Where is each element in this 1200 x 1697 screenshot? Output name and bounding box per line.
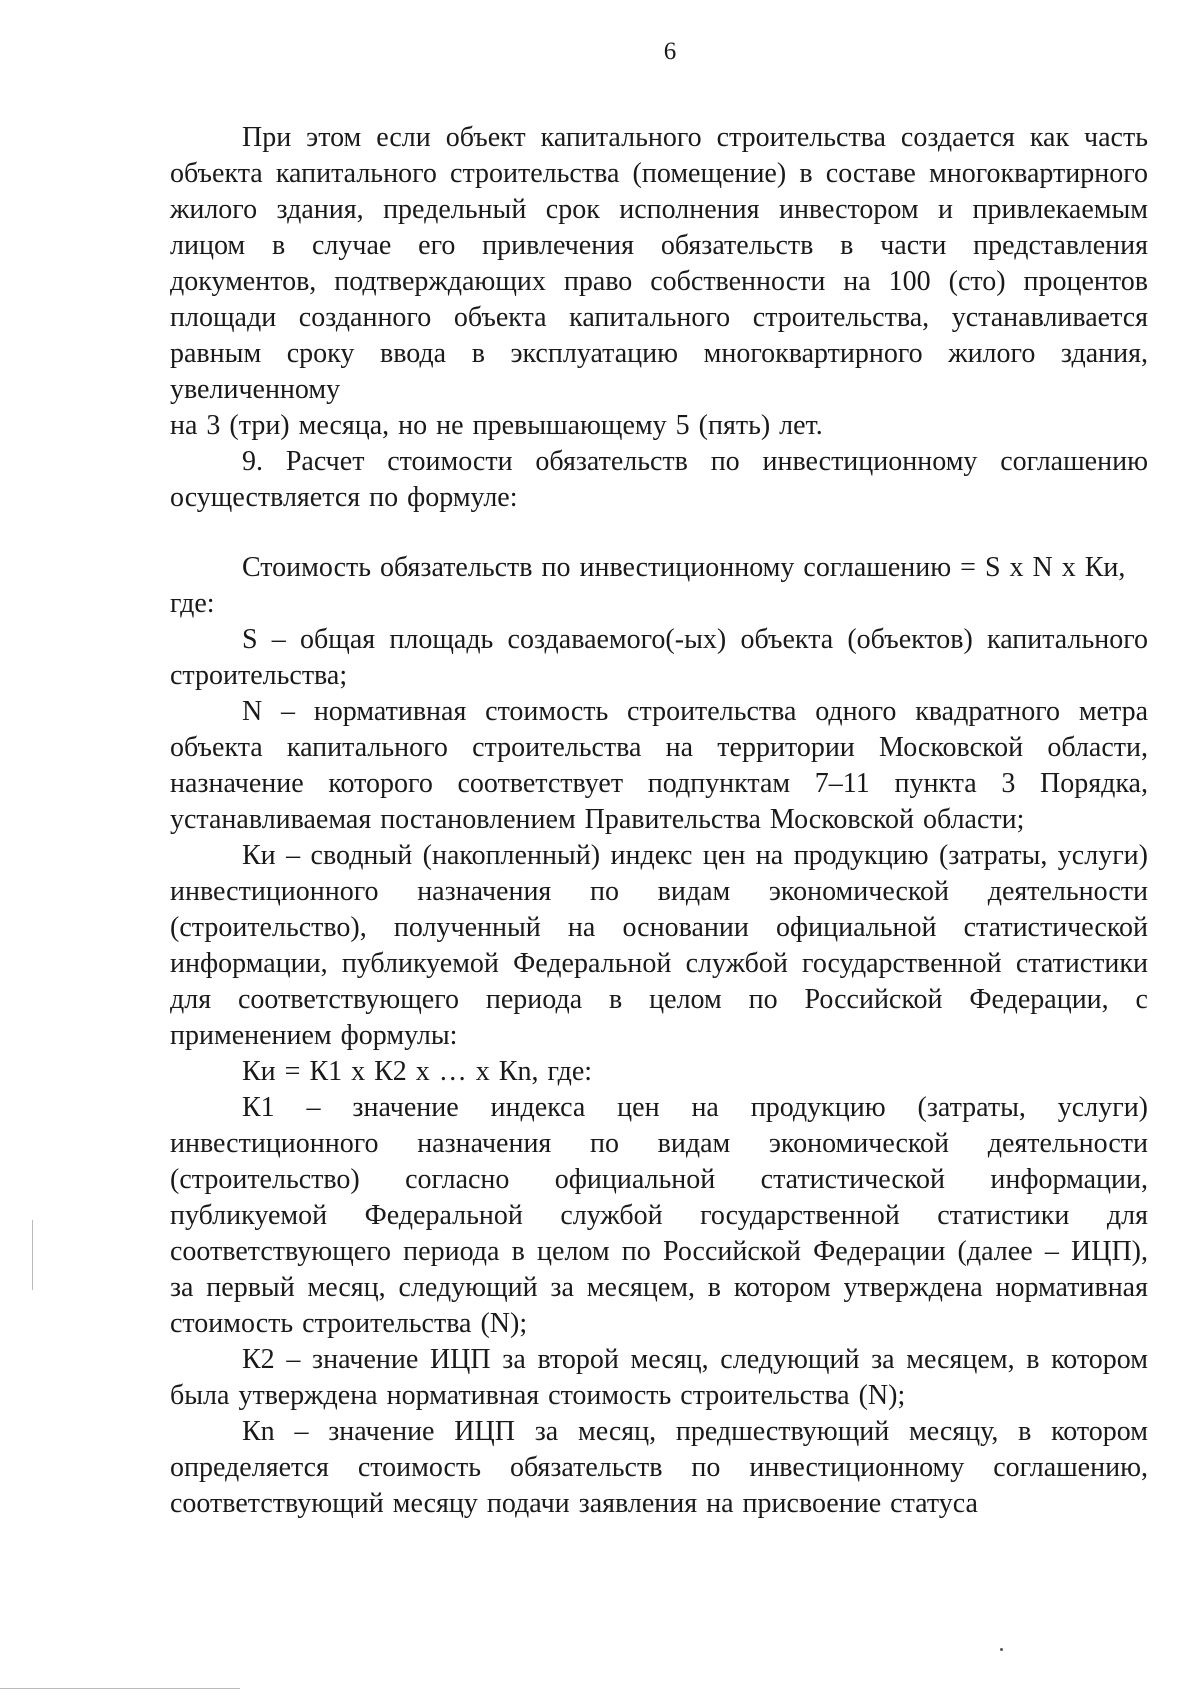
definition-ki: Ки – сводный (накопленный) индекс цен на продукцию (затраты, услуги) инвестиционного назначения по видам экономической деятельности (строительство), полученный на основании официальной статистической информации, публикуемой Федеральной службой государственной статистики для соответствующего периода в целом по Российской Федерации, с применением формулы: [170,840,1148,1051]
definition-kn: Кn – значение ИЦП за месяц, предшествующий месяцу, в котором определяется стоимость обязательств по инвестиционному соглашению, соответствующий месяцу подачи заявления на присвоение статуса [170,1416,1148,1519]
spacer [170,516,1148,550]
paragraph-term-condition: При этом если объект капитального строительства создается как часть объекта капитального строительства (помещение) в составе многоквартирного жилого здания, предельный срок исполнения инвестором и привлекаемым лицом в случае его привлечения обязательств в части представления документов, подтверждающих право собственности на 100 (сто) процентов площади созданного объекта капитального строительства, устанавливается равным сроку ввода в эксплуатацию многоквартирного жилого здания, увеличенному [170,122,1148,405]
paragraph-term-condition-end: на 3 (три) месяца, но не превышающему 5 (пять) лет. [170,410,823,441]
paragraph-item-9: 9. Расчет стоимости обязательств по инвестиционному соглашению осуществляется по формуле: [170,446,1148,513]
scan-artifact-bottom [0,1688,240,1689]
document-body [170,120,1148,1522]
formula-where: где: [170,588,215,619]
definition-k2: К2 – значение ИЦП за второй месяц, следующий за месяцем, в котором была утверждена нормативная стоимость строительства (N); [170,1344,1148,1411]
definition-s: S – общая площадь создаваемого(-ых) объекта (объектов) капитального строительства; [170,624,1148,691]
definition-k1: К1 – значение индекса цен на продукцию (затраты, услуги) инвестиционного назначения по видам экономической деятельности (строительство) согласно официальной статистической информации, публикуемой Федеральной службой государственной статистики для соответствующего периода в целом по Российской Федерации (далее – ИЦП), за первый месяц, следующий за месяцем, в котором утверждена нормативная стоимость строительства (N); [170,1092,1148,1339]
definition-n: N – нормативная стоимость строительства одного квадратного метра объекта капитального строительства на территории Московской области, назначение которого соответствует подпунктам 7–11 пункта 3 Порядка, устанавливаемая постановлением Правительства Московской области; [170,696,1148,835]
ki-formula: Ки = К1 x К2 x … x Кn, где: [242,1056,593,1087]
scan-speck [1000,1648,1003,1651]
scan-artifact-left [32,1220,33,1290]
page-number: 6 [663,38,677,65]
cost-formula: Стоимость обязательств по инвестиционному соглашению = S x N x Ки, [242,552,1126,583]
